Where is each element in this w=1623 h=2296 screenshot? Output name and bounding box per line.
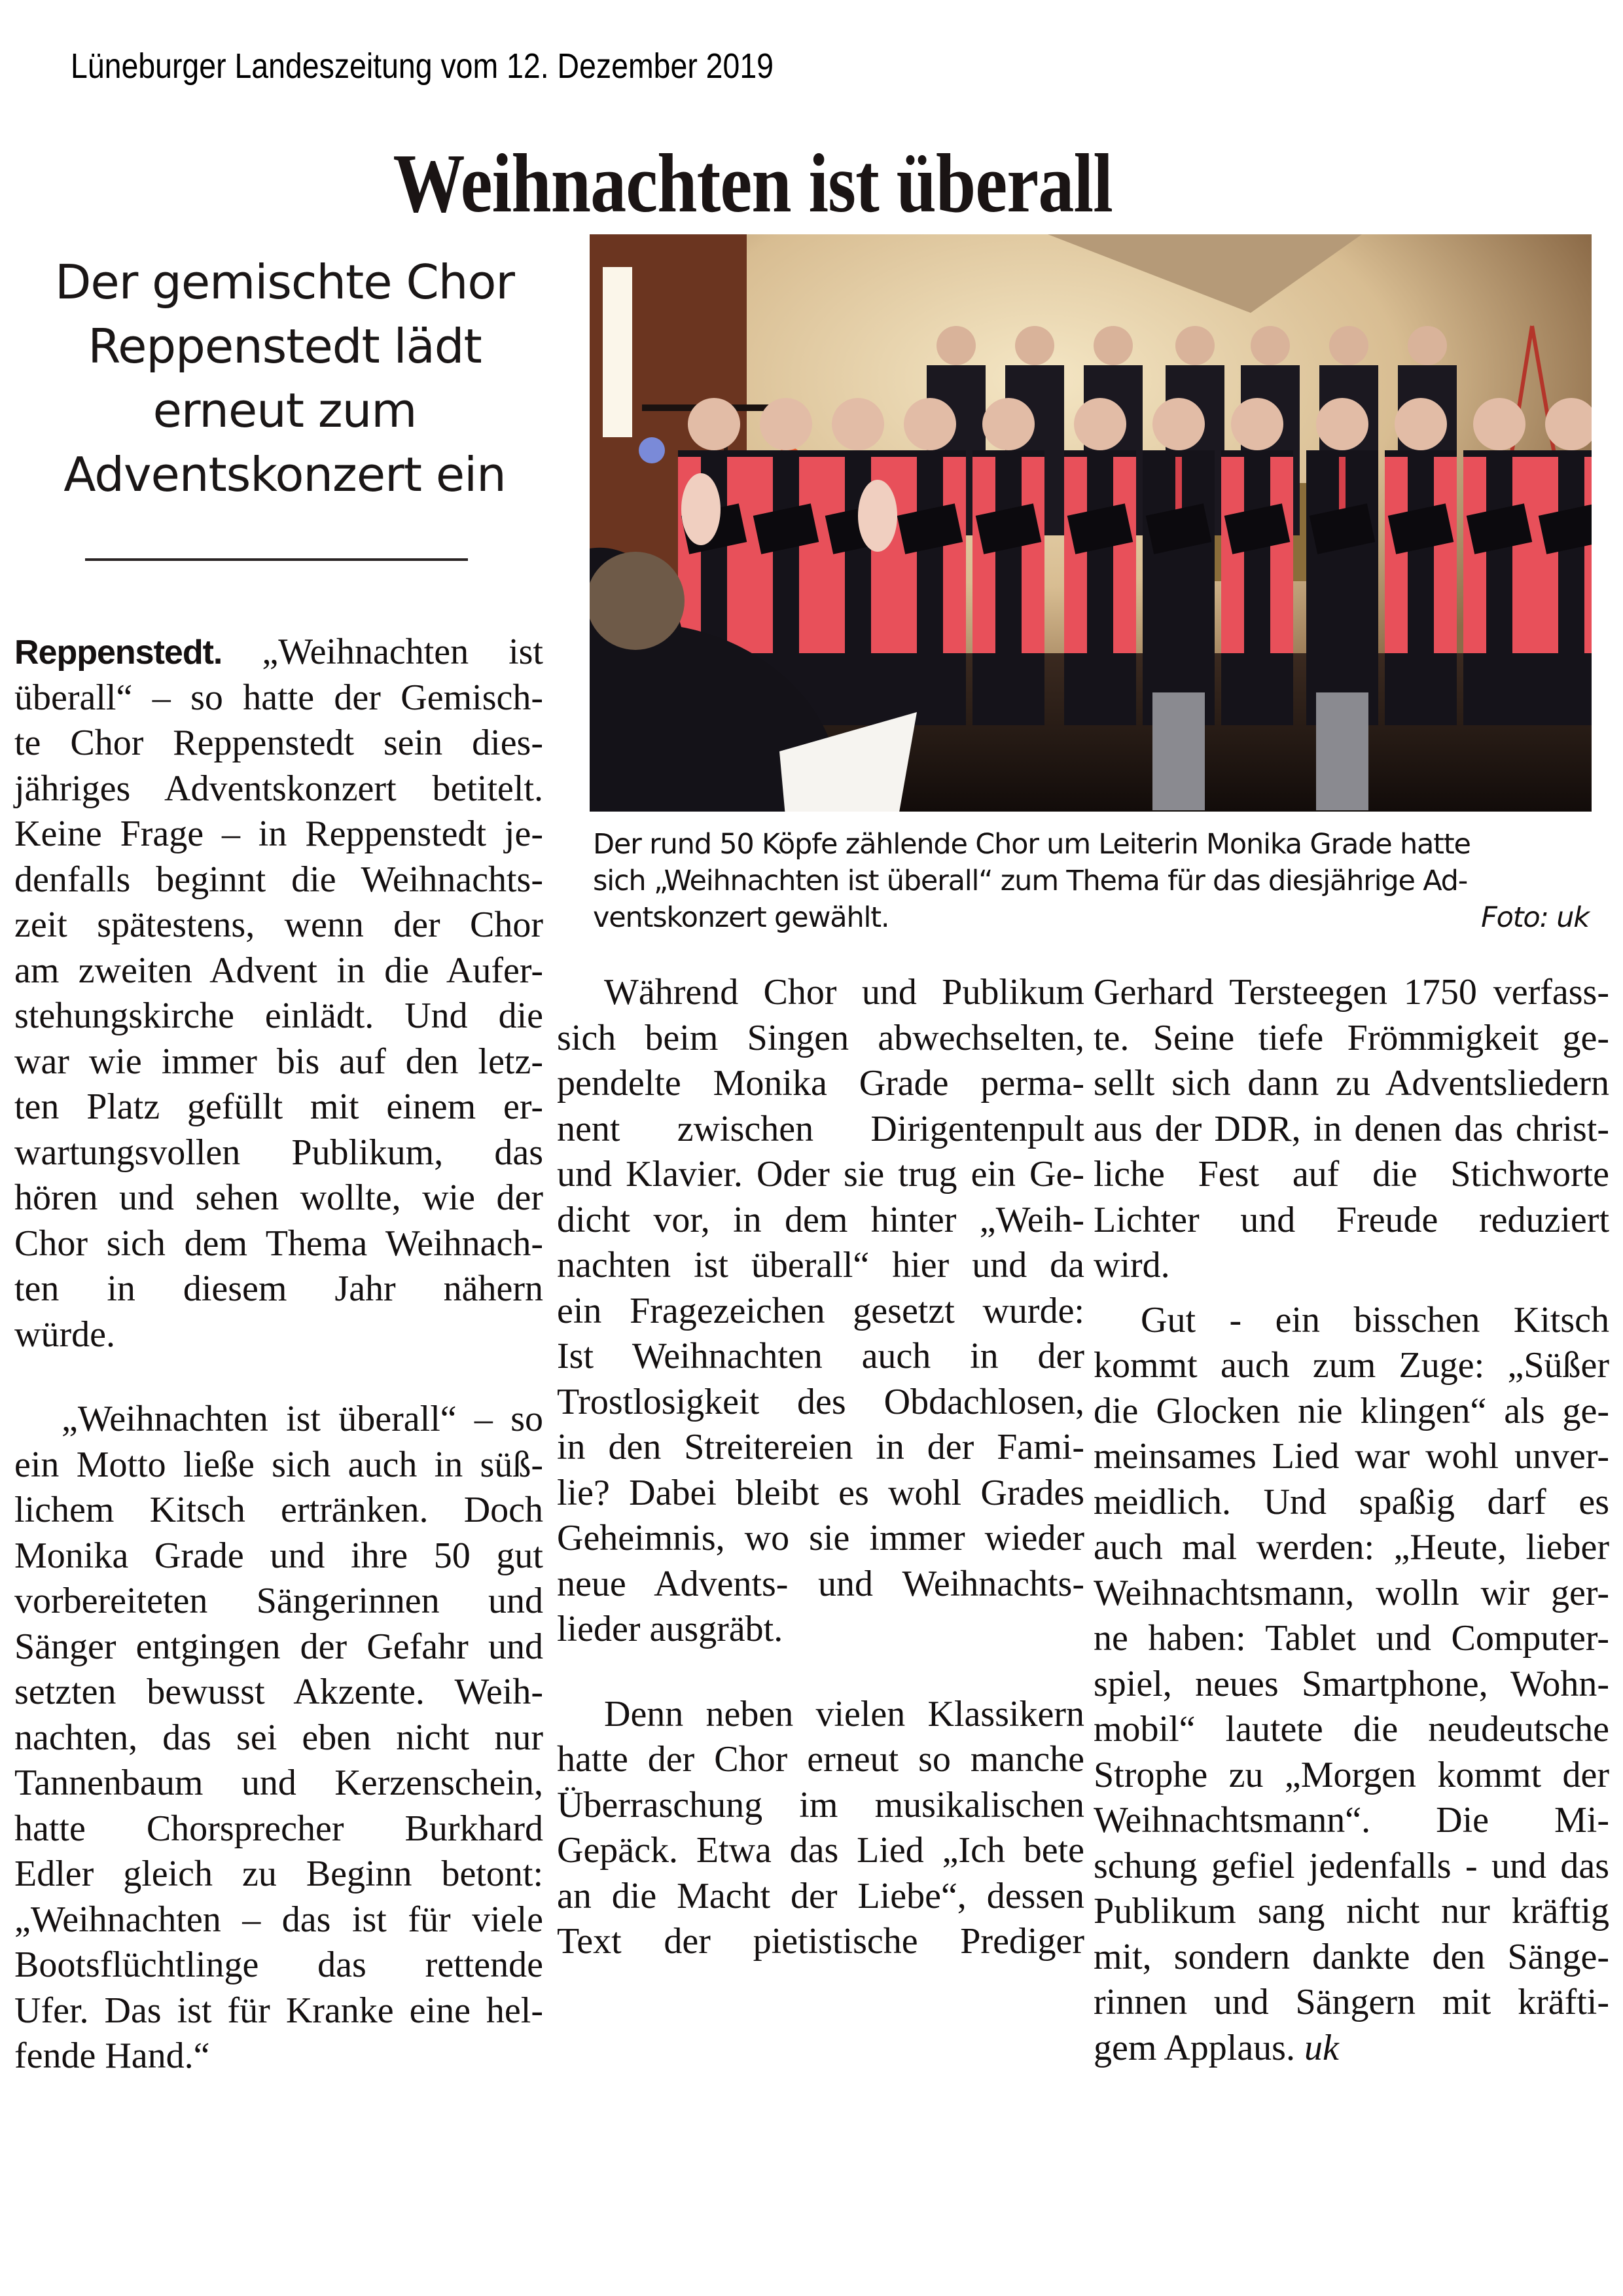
article-line-text: Edler gleich zu Beginn betont:: [14, 1854, 543, 1894]
article-line: [14, 1443, 543, 1488]
blue-spotlight: [639, 437, 665, 463]
article-line-text: lichem Kitsch ertränken. Doch: [14, 1490, 543, 1530]
article-line-text: ein Fragezeichen gesetzt wurde:: [557, 1290, 1084, 1331]
article-line: [557, 1919, 1084, 1965]
article-line: [557, 1061, 1084, 1107]
article-line: [557, 1152, 1084, 1198]
article-line-text: ten in diesem Jahr nähern: [14, 1268, 543, 1309]
article-line: [14, 948, 543, 994]
article-line: [1094, 1298, 1609, 1344]
article-line-text: hören und sehen wollte, wie der: [14, 1177, 543, 1218]
article-line-text: zeit spätestens, wenn der Chor: [14, 905, 543, 945]
article-line: [1094, 1016, 1609, 1062]
article-line-text: und Klavier. Oder sie trug ein Ge-: [557, 1154, 1084, 1194]
article-line-text: schung gefiel jedenfalls - und das: [1094, 1845, 1609, 1886]
article-column-2: [557, 970, 1084, 1965]
article-line-text: ein Motto ließe sich auch in süß-: [14, 1444, 543, 1485]
article-line-text: „Weihnachten – das ist für viele: [14, 1899, 543, 1940]
article-line-text: Lichter und Freude reduziert: [1094, 1199, 1609, 1240]
article-line-text: „Weihnachten ist: [262, 632, 543, 672]
article-line: [14, 1130, 543, 1176]
article-line-text: sich beim Singen abwechselten,: [557, 1017, 1084, 1058]
article-line-text: Überraschung im musikalischen: [557, 1784, 1084, 1825]
caption-line: sich „Weihnachten ist überall“ zum Thema für das diesjährige Ad-: [593, 865, 1468, 897]
caption-line: Der rund 50 Köpfe zählende Chor um Leiterin Monika Grade hatte: [593, 828, 1471, 861]
article-line: [1094, 1243, 1609, 1289]
article-line: [557, 1289, 1084, 1335]
article-line-text: Denn neben vielen Klassikern: [604, 1693, 1084, 1734]
article-line: [557, 1783, 1084, 1829]
paragraph: [14, 1397, 543, 2079]
article-line: [1094, 1571, 1609, 1617]
article-line-text: Text der pietistische Prediger: [557, 1921, 1084, 1962]
article-line: [557, 1380, 1084, 1426]
article-line-text: te. Seine tiefe Frömmigkeit ge-: [1094, 1017, 1609, 1058]
article-line-text: gem Applaus.: [1094, 2027, 1295, 2068]
article-line-text: Gepäck. Etwa das Lied „Ich bete: [557, 1830, 1084, 1871]
article-line: [1094, 1198, 1609, 1244]
article-line-text: Trostlosigkeit des Obdachlosen,: [557, 1381, 1084, 1422]
subtitle-line: Der gemischte Chor: [54, 255, 515, 310]
article-line-text: würde.: [14, 1314, 115, 1355]
article-line-text: am zweiten Advent in die Aufer-: [14, 950, 543, 991]
article-line-text: Bootsflüchtlinge das rettende: [14, 1945, 543, 1985]
article-line-text: Weihnachtsmann, wolln wir ger-: [1094, 1572, 1609, 1613]
article-line: [557, 1198, 1084, 1244]
choir-photo: [590, 234, 1592, 812]
subtitle-line: erneut zum: [152, 383, 417, 438]
article-line-text: jähriges Adventskonzert betitelt.: [14, 768, 543, 809]
article-line-text: Monika Grade und ihre 50 gut: [14, 1535, 543, 1576]
choir-photo-illustration: [590, 234, 1592, 812]
article-line-text: an die Macht der Liebe“, dessen: [557, 1875, 1084, 1916]
article-line: [1094, 1525, 1609, 1571]
article-line: [1094, 1935, 1609, 1981]
article-line: [1094, 1753, 1609, 1799]
article-line: [557, 1692, 1084, 1738]
article-line-text: sellt sich dann zu Adventsliedern: [1094, 1063, 1609, 1103]
article-line: [14, 766, 543, 812]
article-line: [1094, 1980, 1609, 2026]
article-line-text: setzten bewusst Akzente. Weih-: [14, 1672, 543, 1712]
article-line-text: Keine Frage – in Reppenstedt je-: [14, 814, 543, 854]
article-line-text: meidlich. Und spaßig darf es: [1094, 1481, 1609, 1522]
article-line-text: fende Hand.“: [14, 2036, 210, 2076]
article-column-1: [14, 630, 543, 2079]
article-line: [1094, 1798, 1609, 1844]
paragraph: [14, 675, 543, 1358]
article-line: [14, 812, 543, 857]
paragraph: [1094, 1298, 1609, 2072]
article-line: [14, 1312, 543, 1358]
window: [603, 267, 632, 437]
article-line-text: pendelte Monika Grade perma-: [557, 1063, 1084, 1103]
dateline: Reppenstedt.: [14, 634, 223, 672]
article-line-text: in den Streitereien in der Fami-: [557, 1427, 1084, 1467]
article-line: [1094, 1434, 1609, 1480]
article-line-text: wartungsvollen Publikum, das: [14, 1132, 543, 1173]
article-line-text: meinsames Lied war wohl unver-: [1094, 1436, 1609, 1477]
singer-front-row: [1306, 398, 1378, 810]
article-line: [1094, 1662, 1609, 1708]
article-line: [14, 675, 543, 721]
source-line: Lüneburger Landeszeitung vom 12. Dezember 2019: [71, 46, 774, 86]
article-line: [1094, 1616, 1609, 1662]
article-line-text: Ist Weihnachten auch in der: [557, 1336, 1084, 1376]
headline-text: Weihnachten ist überall: [393, 137, 1113, 230]
article-line: [14, 1897, 543, 1943]
article-line-text: Publikum sang nicht nur kräftig: [1094, 1891, 1609, 1931]
article-line: [14, 1943, 543, 1988]
article-line-text: Tannenbaum und Kerzenschein,: [14, 1763, 543, 1803]
photo-caption: [593, 826, 1592, 936]
article-line: [14, 1221, 543, 1267]
article-line-text: Weihnachtsmann“. Die Mi-: [1094, 1800, 1609, 1840]
article-line: [14, 1806, 543, 1852]
article-line-text: hatte Chorsprecher Burkhard: [14, 1808, 543, 1849]
conductor-hand: [858, 480, 897, 552]
article-line: [14, 1175, 543, 1221]
article-line: [14, 721, 543, 766]
article-line-text: nachten, das sei eben nicht nur: [14, 1717, 543, 1758]
article-line: [1094, 1343, 1609, 1389]
paragraph-gap: [14, 1357, 543, 1397]
article-line: [14, 1579, 543, 1624]
article-line-text: mit, sondern dankte den Sänge-: [1094, 1936, 1609, 1977]
article-line: [14, 1039, 543, 1085]
article-line: [14, 1761, 543, 1806]
singer-front-row: [1143, 398, 1215, 810]
article-line: [14, 1488, 543, 1534]
conductor-head: [590, 552, 685, 650]
article-line: [1094, 1107, 1609, 1153]
article-line-text: kommt auch zum Zuge: „Süßer: [1094, 1345, 1609, 1386]
article-line-text: mobil“ lautete die neudeutsche: [1094, 1709, 1609, 1749]
article-line: [14, 2034, 543, 2079]
paragraph: [1094, 970, 1609, 1289]
article-line: [557, 1516, 1084, 1562]
article-line: [557, 1107, 1084, 1153]
article-line: [557, 970, 1084, 1016]
article-line-text: ten Platz gefüllt mit einem er-: [14, 1086, 543, 1127]
article-line-text: ne haben: Tablet und Computer-: [1094, 1618, 1609, 1659]
article-line: [557, 1828, 1084, 1874]
article-line: [14, 1715, 543, 1761]
paragraph: [557, 970, 1084, 1653]
article-line-text: Strophe zu „Morgen kommt der: [1094, 1754, 1609, 1795]
article-line-text: die Glocken nie klingen“ als ge-: [1094, 1390, 1609, 1431]
article-line-text: nent zwischen Dirigentenpult: [557, 1108, 1084, 1149]
article-line: [557, 1016, 1084, 1062]
conductor-hand: [681, 473, 721, 545]
article-line-text: überall“ – so hatte der Gemisch-: [14, 677, 543, 718]
article-line: [14, 1988, 543, 2034]
headline: [0, 134, 1623, 232]
article-line: [14, 1085, 543, 1130]
paragraph-gap: [557, 1653, 1084, 1692]
article-line-text: aus der DDR, in denen das christ-: [1094, 1108, 1609, 1149]
article-line-text: wird.: [1094, 1245, 1170, 1285]
article-line: [1094, 1389, 1609, 1435]
article-line: [1094, 1889, 1609, 1935]
article-line-text: hatte der Chor erneut so manche: [557, 1739, 1084, 1780]
article-line-text: „Weihnachten ist überall“ – so: [62, 1399, 543, 1439]
article-line-text: te Chor Reppenstedt sein dies-: [14, 723, 543, 763]
article-line-text: war wie immer bis auf den letz-: [14, 1041, 543, 1082]
article-line: [557, 1243, 1084, 1289]
article-line-text: Gut - ein bisschen Kitsch: [1141, 1299, 1609, 1340]
article-line: [1094, 1707, 1609, 1753]
subtitle: [13, 250, 556, 507]
article-line-text: nachten ist überall“ hier und da: [557, 1245, 1084, 1285]
article-line: [1094, 1480, 1609, 1526]
article-line-text: lie? Dabei bleibt es wohl Grades: [557, 1472, 1084, 1513]
article-line: [14, 903, 543, 948]
article-line-text: Gerhard Tersteegen 1750 verfass-: [1094, 972, 1609, 1013]
subtitle-line: Adventskonzert ein: [63, 447, 506, 502]
article-line: [14, 630, 543, 675]
article-line: [14, 1624, 543, 1670]
article-line-text: vorbereiteten Sängerinnen und: [14, 1581, 543, 1621]
article-line: [14, 1534, 543, 1579]
article-line: [557, 1471, 1084, 1516]
article-line-text: lieder ausgräbt.: [557, 1609, 783, 1649]
article-line-text: Ufer. Das ist für Kranke eine hel-: [14, 1990, 543, 2031]
article-line-text: Geheimnis, wo sie immer wieder: [557, 1518, 1084, 1558]
article-line: [1094, 970, 1609, 1016]
article-line: [557, 1607, 1084, 1653]
article-line: [14, 1266, 543, 1312]
article-line-text: spiel, neues Smartphone, Wohn-: [1094, 1663, 1609, 1704]
author-initials: uk: [1304, 2027, 1339, 2068]
article-line-text: dicht vor, in dem hinter „Weih-: [557, 1199, 1084, 1240]
article-line: [557, 1562, 1084, 1607]
article-line: [557, 1737, 1084, 1783]
article-line-text: Während Chor und Publikum: [604, 972, 1084, 1013]
article-line: [14, 994, 543, 1039]
article-line: [557, 1334, 1084, 1380]
article-line: [1094, 1152, 1609, 1198]
article-line: [14, 1852, 543, 1897]
article-line: [14, 857, 543, 903]
photo-credit: Foto: uk: [1481, 901, 1589, 934]
article-column-3: [1094, 970, 1609, 2071]
article-line-text: Sänger entgingen der Gefahr und: [14, 1626, 543, 1667]
article-line-text: neue Advents- und Weihnachts-: [557, 1563, 1084, 1604]
article-line-text: Chor sich dem Thema Weihnach-: [14, 1223, 543, 1264]
article-line: [14, 1670, 543, 1715]
article-line: [557, 1425, 1084, 1471]
article-line: [14, 1397, 543, 1443]
article-line: [1094, 2026, 1609, 2072]
article-line-text: denfalls beginnt die Weihnachts-: [14, 859, 543, 900]
article-line: [1094, 1844, 1609, 1890]
article-line-text: auch mal werden: „Heute, lieber: [1094, 1527, 1609, 1568]
paragraph: [557, 1692, 1084, 1965]
article-line-text: stehungskirche einlädt. Und die: [14, 996, 543, 1036]
article-line: [557, 1874, 1084, 1920]
divider-rule: [85, 558, 468, 561]
article-line-text: liche Fest auf die Stichworte: [1094, 1154, 1609, 1194]
caption-line: ventskonzert gewählt.: [593, 901, 889, 934]
article-line: [1094, 1061, 1609, 1107]
subtitle-line: Reppenstedt lädt: [88, 319, 482, 374]
article-line-text: rinnen und Sängern mit kräfti-: [1094, 1982, 1609, 2022]
